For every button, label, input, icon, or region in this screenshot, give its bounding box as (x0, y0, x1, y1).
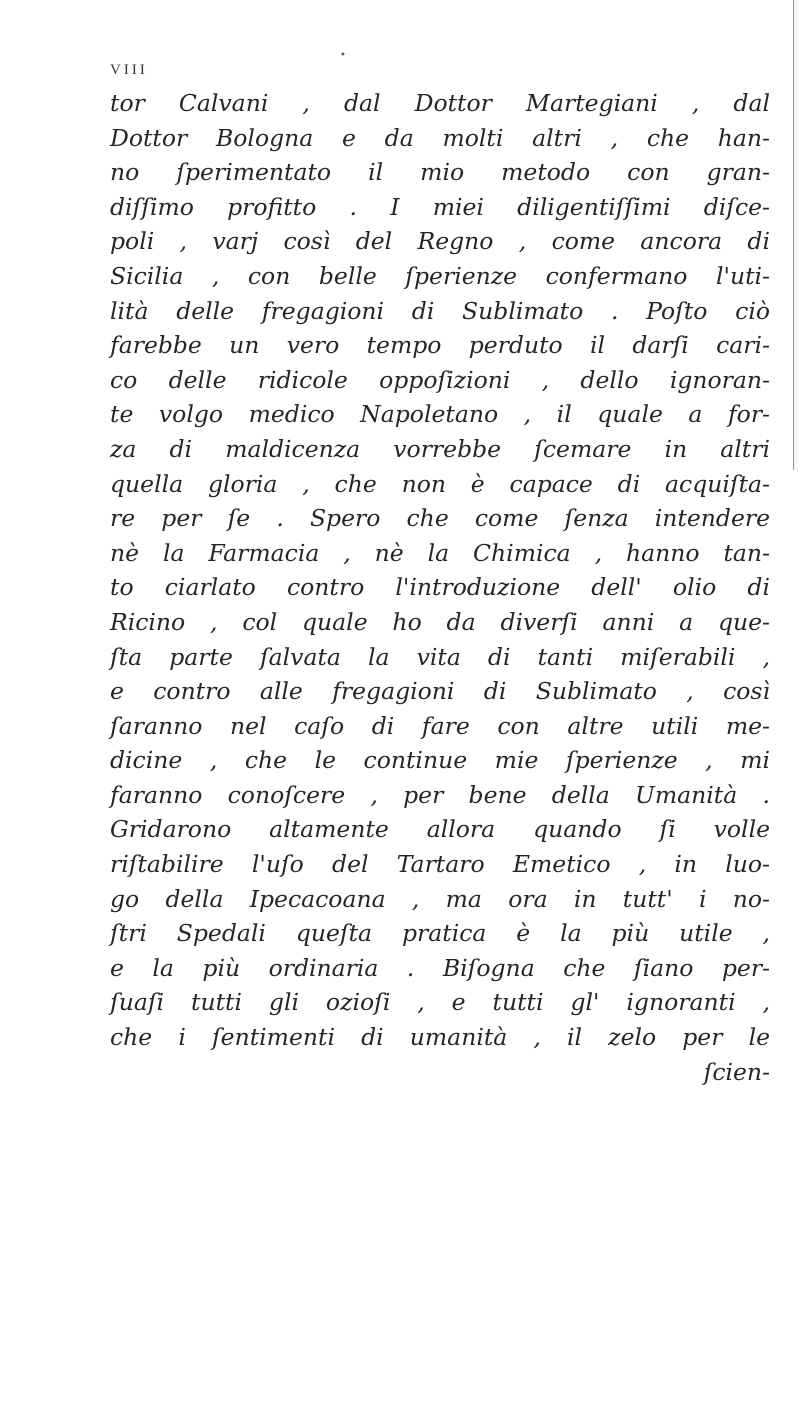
adjacent-page-edge (793, 0, 800, 470)
text-line: lità delle fregagioni di Sublimato . Poſto ciò (110, 296, 770, 325)
text-line: che i ſentimenti di umanità , il zelo per le (110, 1023, 770, 1052)
text-line: te volgo medico Napoletano , il quale a for- (110, 400, 770, 429)
page-number: VIII (110, 62, 148, 78)
text-line: faranno conoſcere , per bene della Umanità . (110, 780, 770, 809)
text-line: Gridarono altamente allora quando ſi volle (110, 815, 770, 844)
text-line: no ſperimentato il mio metodo con gran- (110, 158, 770, 187)
text-line: dicine , che le continue mie ſperienze , mi (110, 746, 770, 775)
text-line: Ricino , col quale ho da diverſi anni a que- (110, 607, 770, 636)
text-line: riſtabilire l'uſo del Tartaro Emetico , in luo- (110, 850, 770, 879)
text-line: nè la Farmacia , nè la Chimica , hanno tan- (110, 538, 770, 567)
text-line: e contro alle fregagioni di Sublimato , così (110, 677, 770, 706)
text-line: ſta parte ſalvata la vita di tanti miſerabili , (110, 642, 770, 671)
text-line: co delle ridicole oppoſizioni , dello ignoran- (110, 365, 770, 394)
text-line: to ciarlato contro l'introduzione dell' olio di (110, 573, 770, 602)
text-line: e la più ordinaria . Biſogna che ſiano per- (110, 953, 770, 982)
text-line: quella gloria , che non è capace di acquiſta- (110, 469, 770, 498)
text-line: go della Ipecacoana , ma ora in tutt' i no- (110, 884, 770, 913)
text-line: tor Calvani , dal Dottor Martegiani , dal (110, 89, 770, 117)
ink-speck: • (340, 50, 346, 61)
text-line: ſtri Spedali queſta pratica è la più utile , (110, 919, 770, 948)
text-line: diſſimo profitto . I miei diligentiſſimi diſce- (110, 192, 770, 221)
text-line: poli , varj così del Regno , come ancora di (110, 227, 770, 256)
body-text (110, 86, 770, 1089)
text-line: Sicilia , con belle ſperienze confermano l'uti- (110, 261, 770, 290)
text-line: ſaranno nel caſo di fare con altre utili me- (110, 711, 770, 740)
catchword: ſcien- (703, 1057, 770, 1086)
text-line: re per ſe . Spero che come ſenza intendere (110, 504, 770, 533)
text-line: Dottor Bologna e da molti altri , che han- (110, 123, 770, 152)
text-line: za di maldicenza vorrebbe ſcemare in altri (110, 434, 770, 463)
text-line: farebbe un vero tempo perduto il darſi cari- (110, 331, 770, 360)
text-line: ſuaſi tutti gli ozioſi , e tutti gl' ignoranti , (110, 988, 770, 1017)
